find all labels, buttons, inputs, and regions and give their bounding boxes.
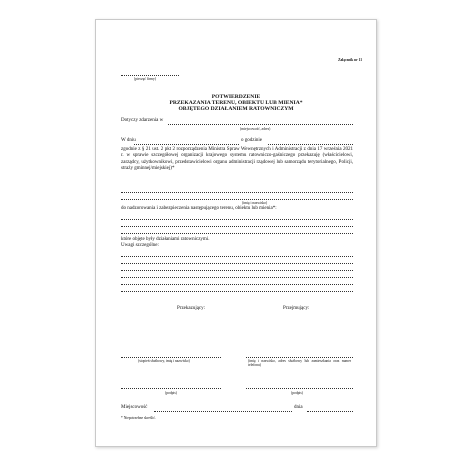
title-line-3: OBJĘTEGO DZIAŁANIEM RATOWNICZYM — [178, 106, 294, 112]
incident-label: Dotyczy zdarzenia w — [121, 118, 164, 123]
object-line-2 — [121, 226, 353, 227]
rescue-scope-label: które objęte były działaniami ratowniczymi. — [121, 237, 210, 242]
handing-over-name-line — [121, 357, 221, 358]
object-line-1 — [121, 219, 353, 220]
name-caption: (imię i nazwisko) — [242, 201, 268, 205]
city-label: Miejscowość — [121, 405, 148, 410]
remarks-line-4 — [121, 277, 353, 278]
legal-text: zgodnie z § 21 ust. 2 pkt 2 rozporządzenia Ministra Spraw Wewnętrznych i Administracji z dnia 17 września 2021 r. w sprawie szczegółowej organizacji krajowego systemu ratowniczo-gaśniczego przekazuję (właścicielowi, zarządcy, użytkownikowi, przedstawicielowi organu administracji rządowej lub samorządu terytorialnego, Policji, straży gminnej/miejskiej)* — [121, 147, 353, 172]
date-value-line — [307, 411, 353, 412]
city-line — [154, 411, 292, 412]
recipient-line-1 — [121, 192, 353, 193]
receiving-signature-line — [246, 388, 353, 389]
time-label: o godzinie — [241, 138, 262, 143]
stamp-caption: (pieczęć firmy) — [134, 77, 157, 81]
title-line-1: POTWIERDZENIE — [211, 94, 261, 100]
remarks-line-6 — [121, 291, 353, 292]
annex-label: Załącznik nr 11 — [338, 58, 362, 62]
handing-over-signature-line — [121, 388, 221, 389]
receiving-name-line — [246, 357, 353, 358]
signature-caption-left: (podpis) — [165, 391, 177, 395]
remarks-line-2 — [121, 263, 353, 264]
handing-over-label: Przekazujący: — [177, 306, 206, 311]
footnote: * Niepotrzebne skreślić. — [121, 416, 156, 420]
incident-place-line — [168, 124, 353, 125]
date-label: dnia — [294, 405, 303, 410]
stamp-line — [121, 75, 179, 76]
remarks-label: Uwagi szczególne: — [121, 243, 159, 248]
handing-over-caption: (stopień służbowy, imię i nazwisko) — [138, 359, 190, 363]
receiving-caption: (imię i nazwisko, adres służbowy lub zamieszkania oraz numer telefonu) — [248, 359, 351, 368]
title-line-2: PRZEKAZANIA TERENU, OBIEKTU LUB MIENIA* — [169, 100, 303, 106]
place-address-caption: (miejscowość, adres) — [240, 127, 271, 131]
remarks-line-3 — [121, 270, 353, 271]
remarks-line-5 — [121, 284, 353, 285]
time-line — [268, 144, 353, 145]
date-line — [134, 144, 239, 145]
remarks-line-1 — [121, 256, 353, 257]
date-prefix: W dniu — [121, 138, 136, 143]
receiving-label: Przejmujący: — [283, 306, 310, 311]
document-page — [95, 19, 377, 447]
signature-caption-right: (podpis) — [291, 391, 303, 395]
recipient-line-2 — [121, 199, 353, 200]
supervision-label: do nadzorowania i zabezpieczenia następującego terenu, obiektu lub mienia*: — [121, 206, 277, 211]
object-line-3 — [121, 233, 353, 234]
